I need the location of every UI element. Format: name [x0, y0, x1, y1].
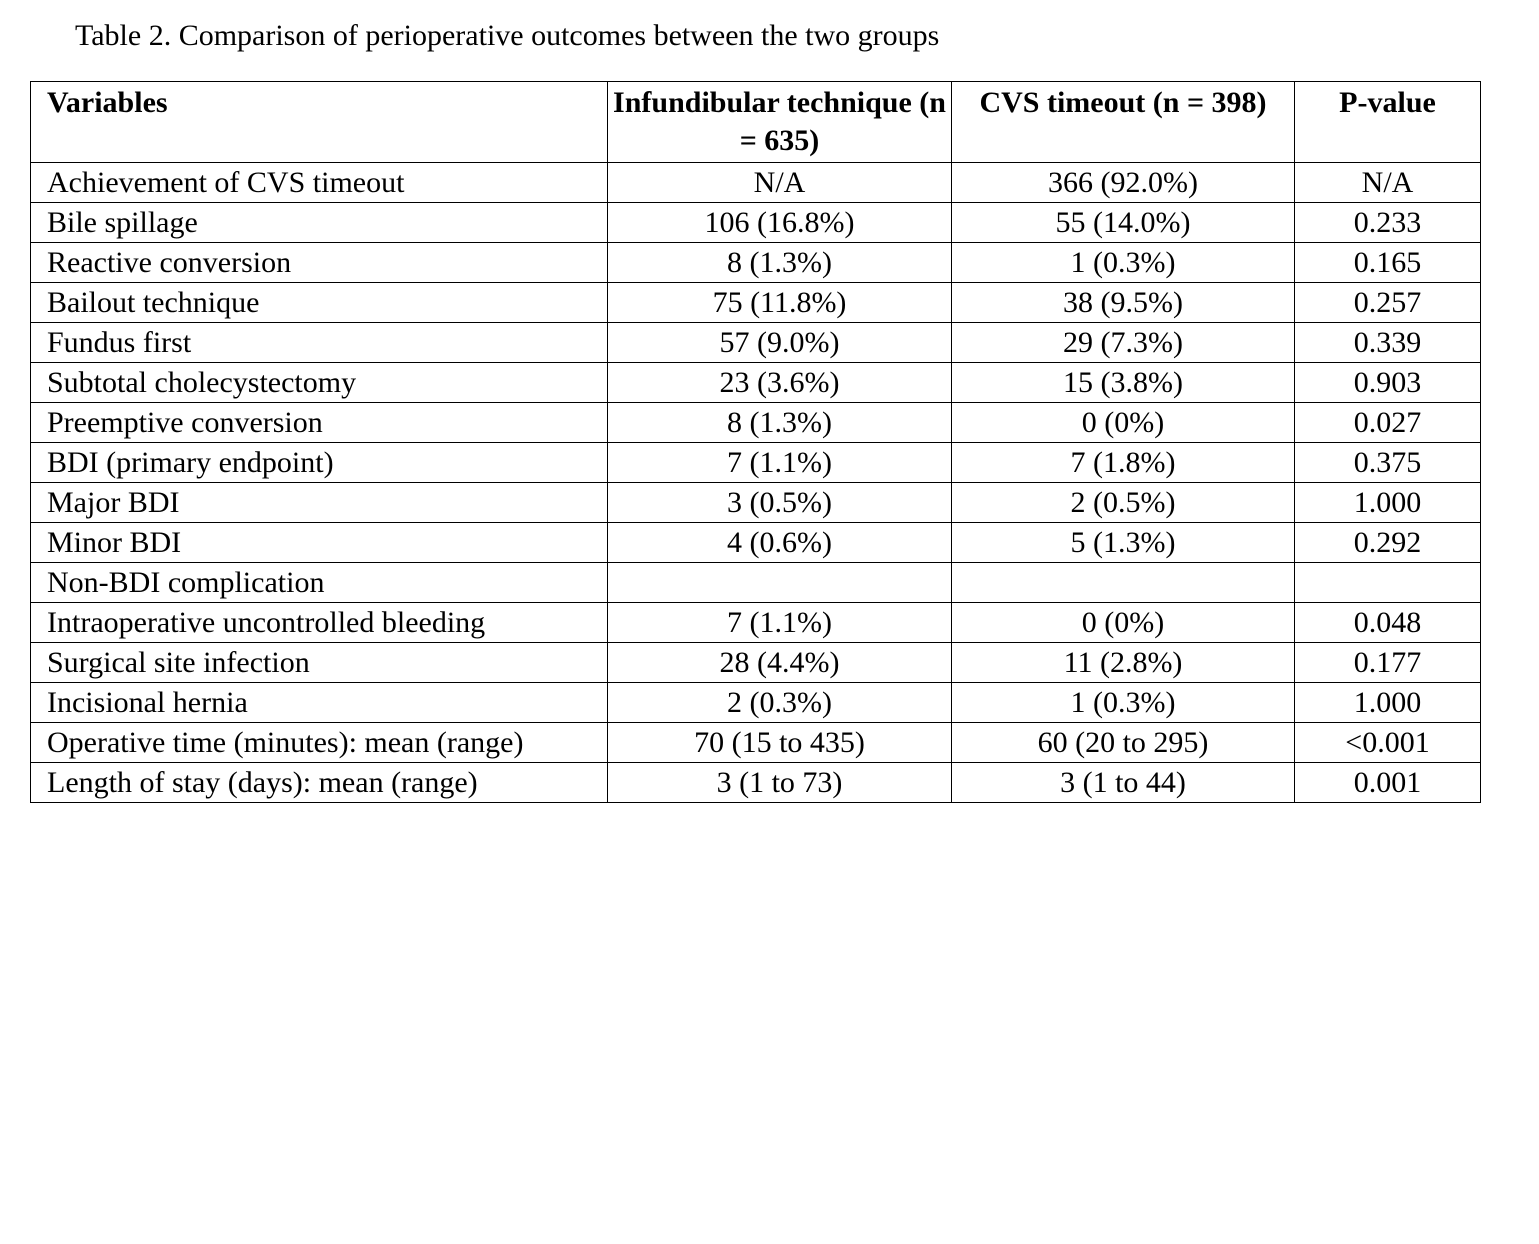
cvs-value: 1 (0.3%) [952, 683, 1295, 723]
cvs-value: 29 (7.3%) [952, 323, 1295, 363]
cvs-value: 3 (1 to 44) [952, 763, 1295, 803]
cvs-value: 5 (1.3%) [952, 523, 1295, 563]
row-label: Achievement of CVS timeout [31, 163, 608, 203]
p-value: 0.177 [1295, 643, 1481, 683]
infundibular-value: 28 (4.4%) [608, 643, 952, 683]
infundibular-value: 106 (16.8%) [608, 203, 952, 243]
row-label: Major BDI [31, 483, 608, 523]
infundibular-value [608, 563, 952, 603]
row-label: BDI (primary endpoint) [31, 443, 608, 483]
p-value: 1.000 [1295, 683, 1481, 723]
table-row [31, 643, 1481, 683]
row-label: Reactive conversion [31, 243, 608, 283]
row-label: Fundus first [31, 323, 608, 363]
p-value: 0.339 [1295, 323, 1481, 363]
header-p-value: P-value [1295, 82, 1481, 163]
cvs-value: 15 (3.8%) [952, 363, 1295, 403]
p-value: 0.375 [1295, 443, 1481, 483]
header-cvs-timeout: CVS timeout (n = 398) [952, 82, 1295, 163]
cvs-value: 366 (92.0%) [952, 163, 1295, 203]
p-value: 0.903 [1295, 363, 1481, 403]
cvs-value: 55 (14.0%) [952, 203, 1295, 243]
p-value: 1.000 [1295, 483, 1481, 523]
infundibular-value: 70 (15 to 435) [608, 723, 952, 763]
infundibular-value: N/A [608, 163, 952, 203]
table-row [31, 323, 1481, 363]
table-row [31, 763, 1481, 803]
cvs-value: 60 (20 to 295) [952, 723, 1295, 763]
row-label: Bile spillage [31, 203, 608, 243]
table-header-row [31, 82, 1481, 163]
header-variables: Variables [31, 82, 608, 163]
p-value [1295, 563, 1481, 603]
p-value: N/A [1295, 163, 1481, 203]
row-label: Operative time (minutes): mean (range) [31, 723, 608, 763]
p-value: 0.292 [1295, 523, 1481, 563]
table-row [31, 363, 1481, 403]
cvs-value: 1 (0.3%) [952, 243, 1295, 283]
row-label: Surgical site infection [31, 643, 608, 683]
p-value: 0.257 [1295, 283, 1481, 323]
table-row [31, 163, 1481, 203]
p-value: 0.027 [1295, 403, 1481, 443]
table-row [31, 523, 1481, 563]
row-label: Incisional hernia [31, 683, 608, 723]
cvs-value: 38 (9.5%) [952, 283, 1295, 323]
row-label: Subtotal cholecystectomy [31, 363, 608, 403]
infundibular-value: 2 (0.3%) [608, 683, 952, 723]
table-row [31, 723, 1481, 763]
header-infundibular: Infundibular technique (n = 635) [608, 82, 952, 163]
row-label: Bailout technique [31, 283, 608, 323]
row-label: Preemptive conversion [31, 403, 608, 443]
table-row [31, 443, 1481, 483]
infundibular-value: 57 (9.0%) [608, 323, 952, 363]
infundibular-value: 23 (3.6%) [608, 363, 952, 403]
p-value: 0.233 [1295, 203, 1481, 243]
infundibular-value: 3 (1 to 73) [608, 763, 952, 803]
infundibular-value: 8 (1.3%) [608, 403, 952, 443]
outcomes-table [30, 81, 1481, 803]
table-row [31, 283, 1481, 323]
table-row [31, 483, 1481, 523]
cvs-value: 2 (0.5%) [952, 483, 1295, 523]
infundibular-value: 7 (1.1%) [608, 603, 952, 643]
cvs-value [952, 563, 1295, 603]
infundibular-value: 3 (0.5%) [608, 483, 952, 523]
p-value: 0.001 [1295, 763, 1481, 803]
table-caption: Table 2. Comparison of perioperative outcomes between the two groups [75, 19, 940, 52]
cvs-value: 11 (2.8%) [952, 643, 1295, 683]
table-row [31, 683, 1481, 723]
p-value: <0.001 [1295, 723, 1481, 763]
infundibular-value: 4 (0.6%) [608, 523, 952, 563]
row-label: Non-BDI complication [31, 563, 608, 603]
table-row [31, 403, 1481, 443]
infundibular-value: 8 (1.3%) [608, 243, 952, 283]
table-row [31, 563, 1481, 603]
row-label: Intraoperative uncontrolled bleeding [31, 603, 608, 643]
cvs-value: 7 (1.8%) [952, 443, 1295, 483]
table-row [31, 603, 1481, 643]
p-value: 0.165 [1295, 243, 1481, 283]
row-label: Minor BDI [31, 523, 608, 563]
table-row [31, 243, 1481, 283]
infundibular-value: 7 (1.1%) [608, 443, 952, 483]
cvs-value: 0 (0%) [952, 603, 1295, 643]
cvs-value: 0 (0%) [952, 403, 1295, 443]
infundibular-value: 75 (11.8%) [608, 283, 952, 323]
p-value: 0.048 [1295, 603, 1481, 643]
row-label: Length of stay (days): mean (range) [31, 763, 608, 803]
table-row [31, 203, 1481, 243]
